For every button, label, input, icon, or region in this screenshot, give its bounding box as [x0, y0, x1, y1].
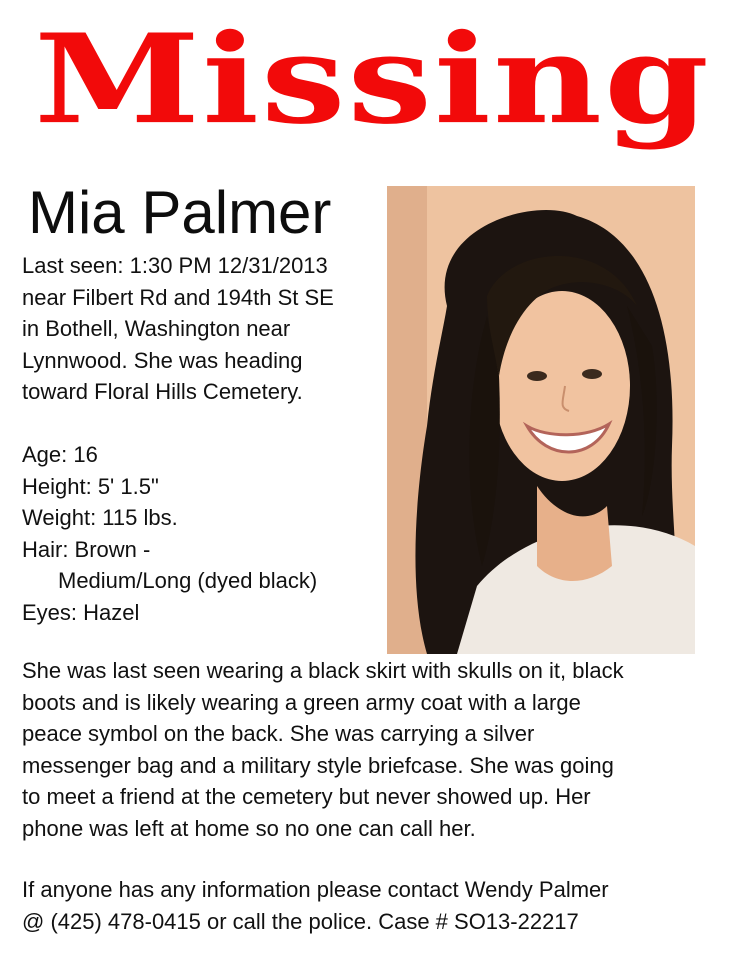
hair-detail-stat: Medium/Long (dyed black)	[58, 568, 318, 593]
hair-stat: Hair: Brown -	[22, 536, 151, 562]
description-line: phone was left at home so no one can call her.	[22, 815, 476, 841]
spacer	[22, 408, 382, 440]
description-line: She was last seen wearing a black skirt with skulls on it, black	[22, 658, 624, 683]
person-photo	[387, 186, 695, 654]
contact-info	[22, 874, 722, 937]
last-seen-line: Last seen: 1:30 PM 12/31/2013	[22, 253, 328, 278]
contact-line: @ (425) 478-0415 or call the police. Case # SO13-22217	[22, 908, 579, 934]
portrait-illustration	[387, 186, 695, 654]
clothing-description	[22, 655, 722, 844]
last-seen-line: toward Floral Hills Cemetery.	[22, 379, 303, 404]
last-seen-line: in Bothell, Washington near	[22, 316, 291, 341]
description-line: boots and is likely wearing a green army coat with a large	[22, 689, 581, 715]
contact-line: If anyone has any information please contact Wendy Palmer	[22, 877, 609, 902]
person-details	[22, 250, 382, 628]
eyes-stat: Eyes: Hazel	[22, 599, 140, 625]
person-name: Mia Palmer	[28, 179, 332, 246]
missing-headline: Missing	[34, 7, 711, 152]
description-line: messenger bag and a military style briefcase. She was going	[22, 752, 614, 778]
height-stat: Height: 5' 1.5"	[22, 473, 159, 499]
age-stat: Age: 16	[22, 442, 98, 467]
description-line: peace symbol on the back. She was carrying a silver	[22, 721, 535, 746]
weight-stat: Weight: 115 lbs.	[22, 505, 178, 530]
last-seen-line: near Filbert Rd and 194th St SE	[22, 284, 334, 310]
description-line: to meet a friend at the cemetery but never showed up. Her	[22, 784, 591, 809]
last-seen-line: Lynnwood. She was heading	[22, 347, 303, 373]
